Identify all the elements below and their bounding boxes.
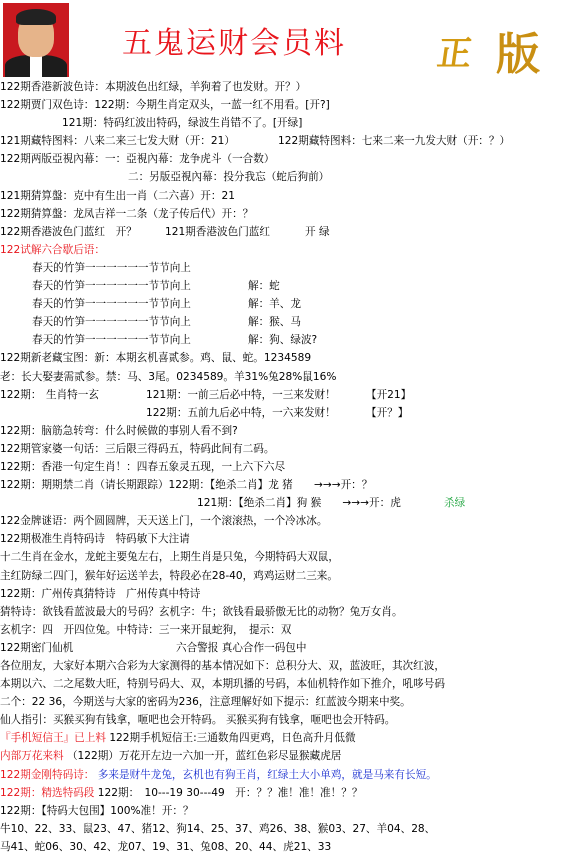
verse-answer: 解：猴、马 (248, 316, 301, 329)
text-segment: 122期手机短信王:三通数角四更鸡，日色高升月低微 (109, 732, 356, 745)
edition-badge (434, 18, 560, 80)
text-line (0, 223, 567, 241)
text-line (0, 494, 567, 512)
text-line (0, 784, 567, 802)
text-line (0, 729, 567, 747)
text-segment: 122期：五前九后必中特，一六来发财！ (146, 406, 336, 419)
text-line: 主红防绿二四门，猴年好运送羊去，特段必在28-40，鸡鸡运财二三来。 (0, 569, 338, 582)
verse-answer: 解：狗、绿波? (248, 334, 318, 347)
text-line: 122期：【特码大包围】100%准！开：？ (0, 804, 194, 817)
text-line: 十二生肖在金水，龙蛇主要兔左右，上期生肖是只兔，今期特码大双鼠， (0, 551, 339, 564)
verse-text: 春天的竹笋一一一一一一节节向上 (32, 298, 191, 311)
text-line: 玄机字：四 开四位兔。中特诗：三一来开鼠蛇狗， 提示：双 (0, 623, 292, 636)
text-line: 122期：香港一句定生肖！：四春五象灵五现，一上六下六尽 (0, 460, 286, 473)
text-line: 二个：22 36，今期送与大家的密码为236，注意理解好如下提示：红蓝波今期来中奖。 (0, 696, 411, 709)
text-line: 122期两版亞視內幕：一：亞視內幕：龙争虎斗（一合数） (0, 153, 275, 166)
text-segment: 122期密门仙机 (0, 641, 74, 654)
text-line (0, 386, 567, 404)
verse-answer: 解：蛇 (248, 280, 280, 293)
highlight-text: 122期金刚特码诗： (0, 768, 95, 781)
text-line: 121期：特码红波出特码，绿波生肖错不了。[开绿] (62, 117, 303, 130)
text-line: 马41、蛇06、30、42、龙07、19、31、兔08、20、44、虎21、33 (0, 840, 332, 853)
text-segment: 121期：【绝杀二肖】狗 猴 →→→开：虎 (197, 497, 401, 510)
section-heading: 122试解六合歇后语： (0, 243, 105, 256)
verse-line (0, 259, 567, 277)
text-line: 本期以六、二之尾数大旺，特别号码大、双，本期玑播的号码，本仙机特作如下推介，吼哆号码 (0, 678, 445, 691)
text-segment: 122期： 10---19 30---49 开：？？准！准！准！？？ (97, 786, 363, 799)
text-line: 122期：脑筋急转弯：什么时候做的事别人看不到? (0, 424, 238, 437)
text-segment: 122期藏特图料：七来二来一九发大财（开：？） (278, 135, 511, 148)
text-line: 122期香港新波色诗：本期波色出红绿，羊狗着了也发财。开？） (0, 81, 307, 93)
text-segment: 六合警报 真心合作一码包中 (176, 641, 307, 654)
text-line: 122期管家婆一句话：三后限三得码五，特码此间有二码。 (0, 442, 275, 455)
text-line (0, 639, 567, 657)
content-lines (0, 78, 567, 856)
avatar-hair (16, 9, 56, 25)
verse-text: 春天的竹笋一一一一一一节节向上 (32, 280, 191, 293)
page-title: 五鬼运财会员料 (122, 26, 346, 61)
highlight-text: 122期：精选特码段 (0, 786, 95, 799)
text-line: 老：长大娶妻需贰参。禁：马、3尾。0234589。羊31%兔28%鼠16% (0, 370, 337, 383)
text-line: 122期贾门双色诗：122期：今期生肖定双头，一蓝一红不用看。[开?] (0, 99, 330, 112)
text-line: 122期：广州传真猜特诗 广州传真中特诗 (0, 587, 201, 600)
text-segment: 【开21】 (366, 388, 412, 401)
text-line (0, 404, 567, 422)
badge-char-2: 版 (496, 29, 540, 80)
verse-line (0, 331, 567, 349)
verse-text: 春天的竹笋一一一一一一节节向上 (32, 334, 191, 347)
text-segment: 122期： (0, 388, 42, 401)
text-line: 121期猜算盤：克中有生出一肖（二六喜）开：21 (0, 189, 235, 202)
verse-text: 春天的竹笋一一一一一一节节向上 (32, 316, 191, 329)
highlight-text: 杀绿 (444, 497, 466, 510)
text-line: 仙人指引：买猴买狗有钱拿，咂吧也会开特码。 买猴买狗有钱拿，咂吧也会开特码。 (0, 714, 396, 727)
verse-line (0, 277, 567, 295)
text-segment: 生肖特一玄 (46, 388, 99, 401)
text-segment: 121期香港波色门蓝红 (165, 225, 270, 238)
badge-char-1: 正 (434, 34, 475, 74)
text-segment: 121期：一前三后必中特，一三来发财！ (146, 388, 336, 401)
avatar (3, 3, 69, 77)
text-line: 122期猜算盤：龙凤吉祥一二条（龙子传后代）开：？ (0, 207, 254, 220)
text-line: 122期极准生肖特码诗 特码敏下大注请 (0, 533, 190, 546)
highlight-text: 内部万花来料 (0, 750, 64, 763)
text-segment: （122期）万花开左边一六加一开，蓝红色彩尽显猴藏虎居 (66, 750, 342, 763)
text-segment: 122期香港波色门蓝红 开？ (0, 225, 137, 238)
text-line: 122期：期期禁二肖（请长期跟踪）122期：【绝杀二肖】龙 猪 →→→开：？ (0, 479, 373, 492)
verse-line (0, 295, 567, 313)
text-line: 猜特诗：欲钱看蓝波最大的号码？玄机字：牛；欲钱看最骄傲无比的动物？兔万女肖。 (0, 605, 403, 618)
text-segment: 【开？】 (366, 406, 409, 419)
verse-answer: 解：羊、龙 (248, 298, 301, 311)
verse-line (0, 313, 567, 331)
text-line (0, 747, 567, 765)
page-header (0, 0, 567, 78)
text-line: 122期新老藏宝图：新：本期玄机喜贰参。鸡、鼠、蛇。1234589 (0, 352, 312, 365)
text-segment: 开 绿 (305, 225, 330, 238)
text-line: 122金牌谜语：两个圆圆牌，天天送上门，一个滚滚热，一个冷冰冰。 (0, 515, 328, 528)
text-segment: 121期藏特图料：八来二来三七发大财（开：21） (0, 135, 235, 148)
highlight-text: 『手机短信王』已上料 (0, 732, 106, 745)
text-line: 二：另版亞視內幕：投分我忘（蛇后狗前） (128, 171, 330, 184)
text-line (0, 132, 567, 150)
text-line (0, 766, 567, 784)
text-line: 各位朋友，大家好本期六合彩为大家测得的基本情况如下：总积分大、双，蓝波旺，其次红波， (0, 660, 445, 672)
text-line: 牛10、22、33、鼠23、47、猪12、狗14、25、37、鸡26、38、猴03、27、羊04、28、 (0, 822, 436, 835)
avatar-shirt (30, 55, 42, 77)
highlight-text: 多来是财牛龙兔，玄机也有狗王肖，红绿土大小单鸡，就是马来有长短。 (97, 768, 437, 781)
verse-text: 春天的竹笋一一一一一一节节向上 (32, 261, 191, 274)
